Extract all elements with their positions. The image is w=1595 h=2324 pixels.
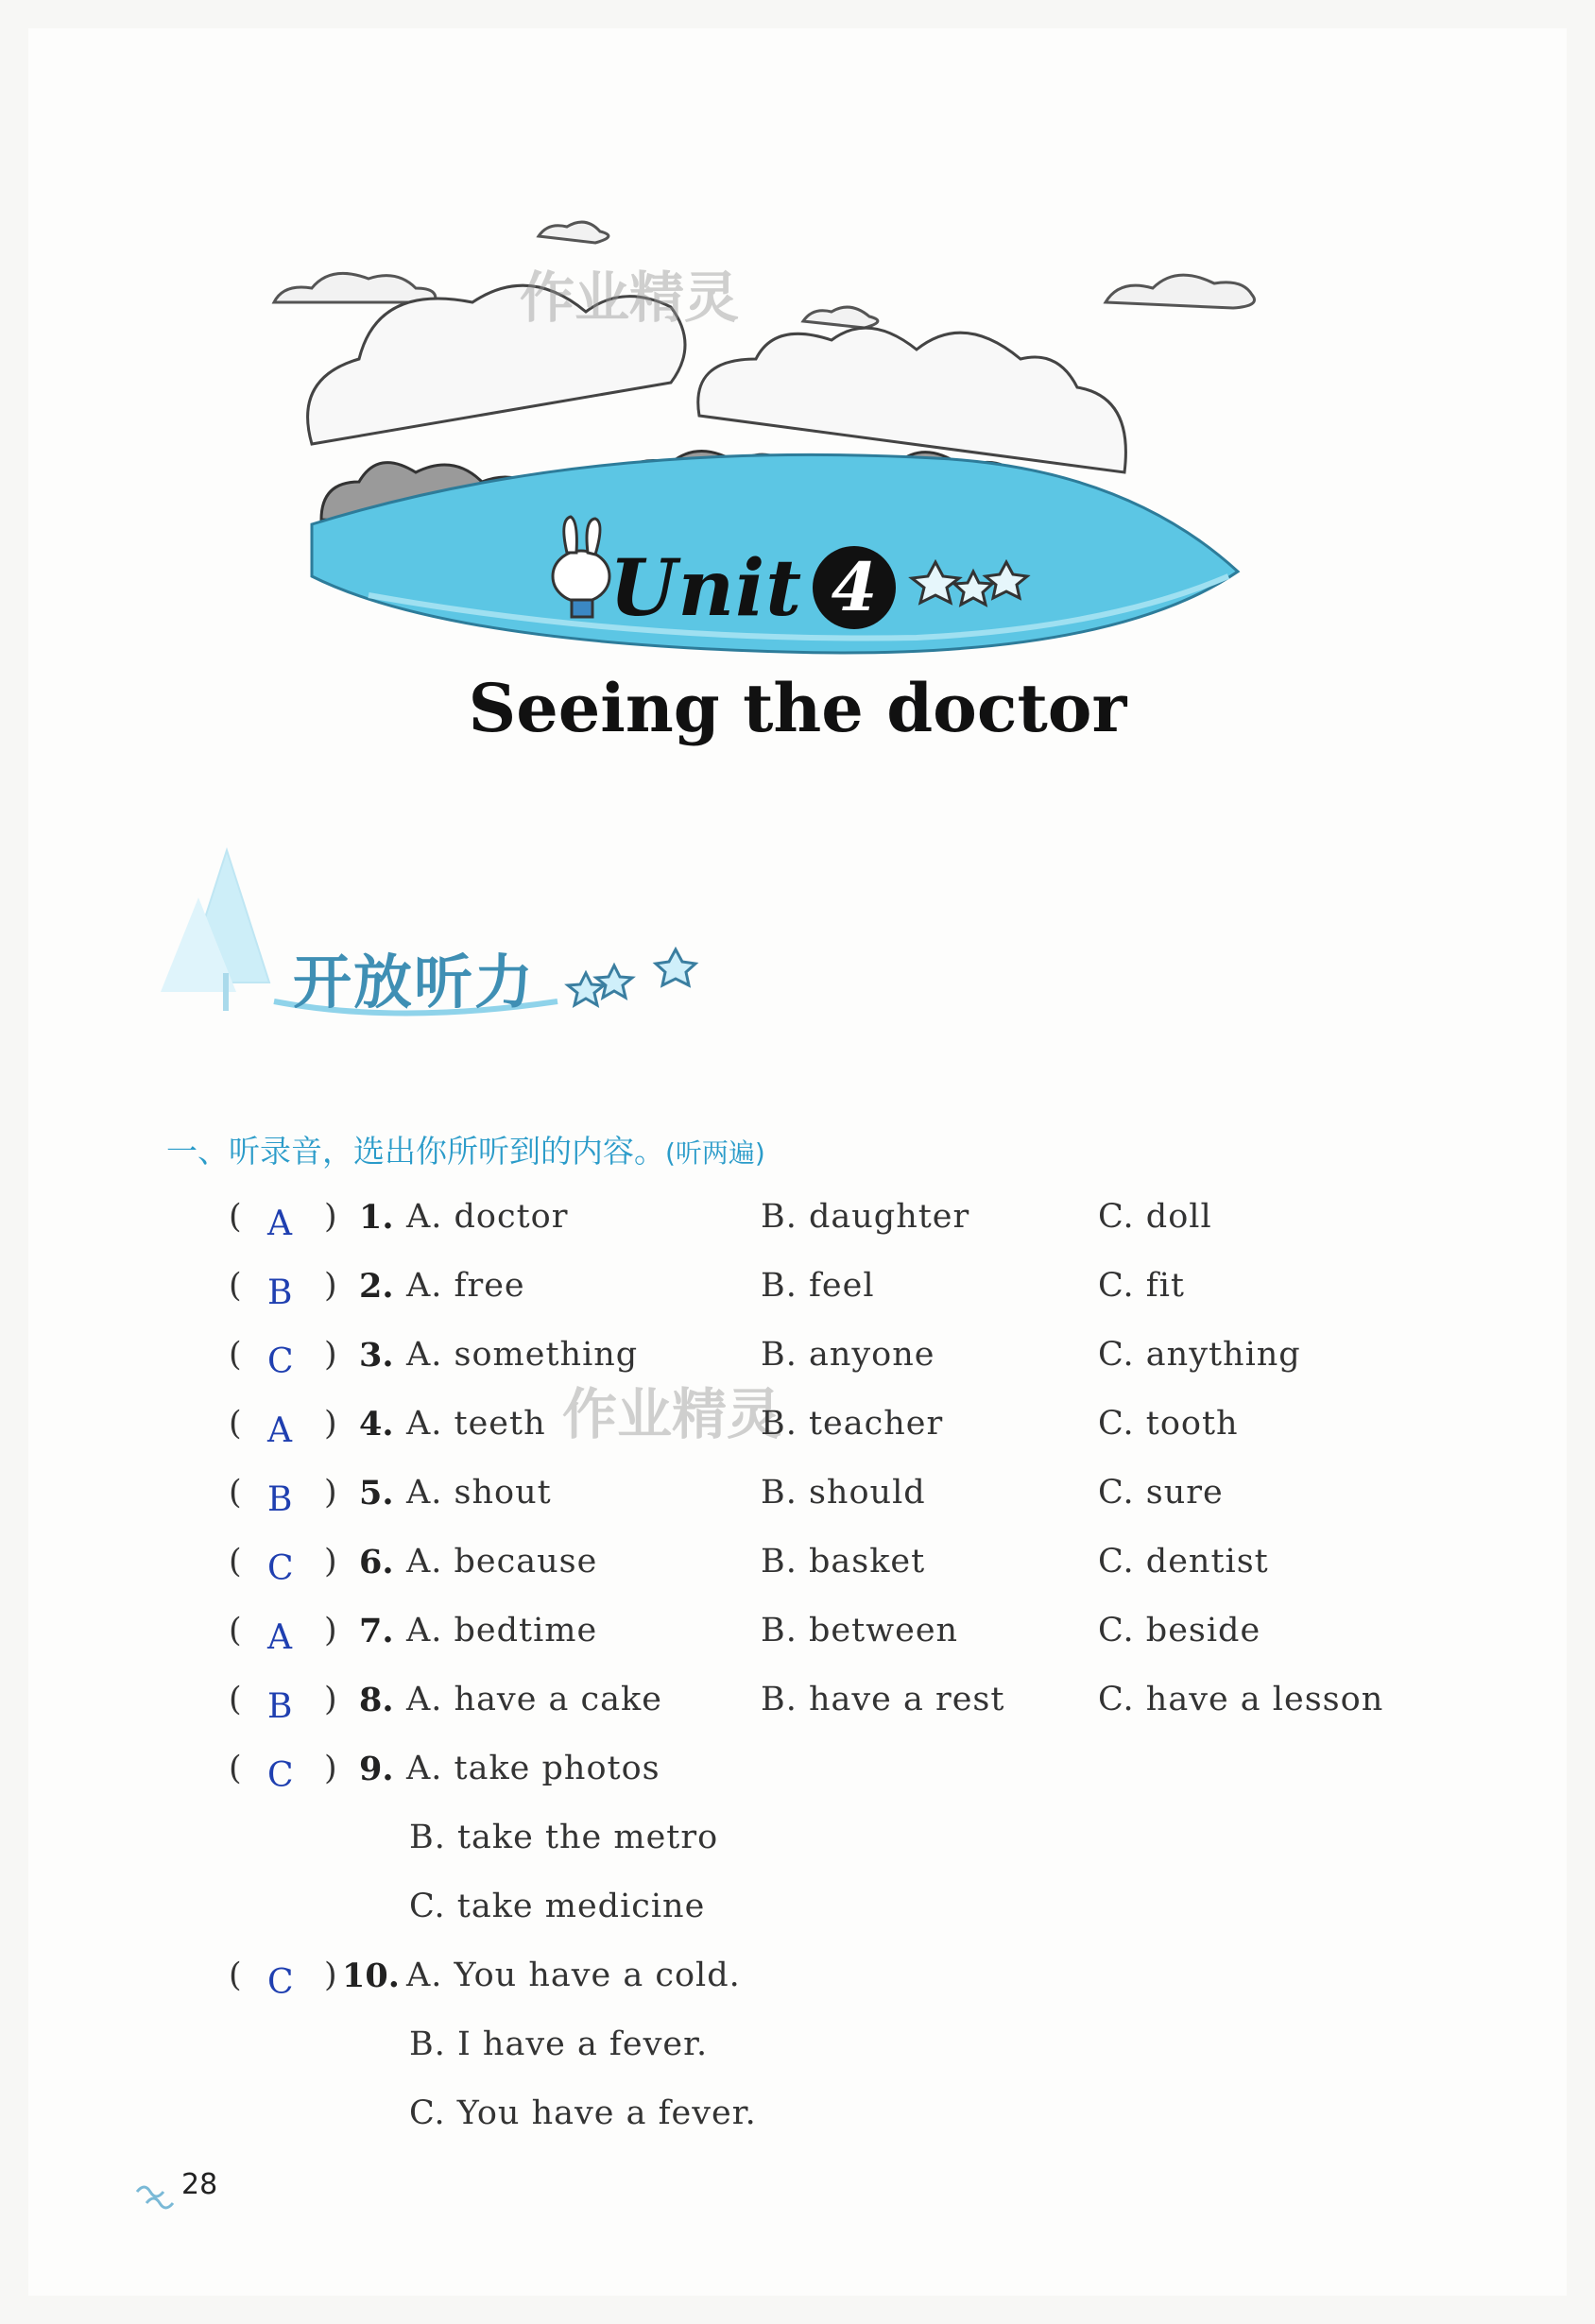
option-b: B. anyone (761, 1336, 935, 1374)
answer-close-paren: ) (324, 1267, 337, 1305)
question-number: 7. (359, 1612, 394, 1650)
unit-label: Unit (609, 543, 803, 634)
option-a: A. free (406, 1267, 525, 1305)
option-a: A. You have a cold. (406, 1957, 741, 1994)
answer-open-paren: ( (229, 1405, 242, 1443)
answer-letter: C (267, 1549, 294, 1588)
answer-letter: A (267, 1411, 292, 1450)
unit-title: Seeing the doctor (468, 669, 1127, 747)
answer-open-paren: ( (229, 1198, 242, 1236)
answer-letter: B (267, 1687, 293, 1726)
question-number: 2. (359, 1267, 394, 1306)
question-number: 1. (359, 1198, 394, 1237)
option-c: C. take medicine (409, 1888, 706, 1925)
option-b: B. have a rest (761, 1681, 1005, 1718)
option-b: B. teacher (761, 1405, 944, 1443)
option-a: A. bedtime (406, 1612, 598, 1649)
option-c: C. You have a fever. (409, 2094, 757, 2132)
instruction-text: 一、听录音，选出你所听到的内容。 (166, 1133, 665, 1170)
answer-close-paren: ) (324, 1681, 337, 1718)
question-number: 3. (359, 1336, 394, 1375)
answer-close-paren: ) (324, 1750, 337, 1787)
answer-letter: A (267, 1618, 292, 1657)
answer-open-paren: ( (229, 1750, 242, 1787)
answer-close-paren: ) (324, 1957, 337, 1994)
question-number: 10. (342, 1957, 400, 1995)
question-number: 5. (359, 1474, 394, 1512)
option-b: B. feel (761, 1267, 875, 1305)
answer-open-paren: ( (229, 1474, 242, 1512)
question-number: 8. (359, 1681, 394, 1719)
option-a: A. something (406, 1336, 639, 1374)
option-a: A. because (406, 1543, 598, 1581)
section-title: 开放听力 (293, 948, 536, 1017)
instruction-line (166, 1127, 765, 1171)
answer-close-paren: ) (324, 1612, 337, 1649)
answer-open-paren: ( (229, 1336, 242, 1374)
option-b: B. I have a fever. (409, 2025, 709, 2063)
answer-open-paren: ( (229, 1681, 242, 1718)
option-c: C. have a lesson (1098, 1681, 1384, 1718)
option-b: B. daughter (761, 1198, 970, 1236)
option-c: C. fit (1098, 1267, 1185, 1305)
option-a: A. doctor (406, 1198, 569, 1236)
answer-open-paren: ( (229, 1957, 242, 1994)
answer-letter: C (267, 1756, 294, 1795)
answer-close-paren: ) (324, 1543, 337, 1581)
answer-letter: B (267, 1480, 293, 1519)
option-a: A. take photos (406, 1750, 660, 1787)
answer-close-paren: ) (324, 1198, 337, 1236)
option-a: A. shout (406, 1474, 552, 1512)
answer-open-paren: ( (229, 1543, 242, 1581)
watermark-middle: 作业精灵 (562, 1382, 782, 1446)
watermark-top: 作业精灵 (520, 265, 740, 330)
option-b: B. basket (761, 1543, 926, 1581)
option-c: C. beside (1098, 1612, 1261, 1649)
answer-letter: C (267, 1342, 294, 1381)
question-number: 4. (359, 1405, 394, 1444)
option-c: C. tooth (1098, 1405, 1239, 1443)
answer-close-paren: ) (324, 1405, 337, 1443)
answer-open-paren: ( (229, 1612, 242, 1649)
instruction-note: (听两遍) (665, 1137, 765, 1169)
option-a: A. have a cake (406, 1681, 662, 1718)
option-c: C. dentist (1098, 1543, 1269, 1581)
answer-open-paren: ( (229, 1267, 242, 1305)
answer-letter: C (267, 1963, 294, 2002)
page-number: 28 (181, 2168, 218, 2201)
option-c: C. anything (1098, 1336, 1301, 1374)
option-a: A. teeth (406, 1405, 546, 1443)
option-b: B. should (761, 1474, 926, 1512)
question-number: 9. (359, 1750, 394, 1788)
option-b: B. between (761, 1612, 959, 1649)
option-b: B. take the metro (409, 1819, 719, 1856)
question-number: 6. (359, 1543, 394, 1581)
answer-close-paren: ) (324, 1474, 337, 1512)
option-c: C. sure (1098, 1474, 1224, 1512)
option-c: C. doll (1098, 1198, 1212, 1236)
page-number-decoration (132, 2173, 189, 2211)
answer-letter: A (267, 1205, 292, 1243)
answer-letter: B (267, 1273, 293, 1312)
answer-close-paren: ) (324, 1336, 337, 1374)
unit-number-badge: 4 (813, 546, 896, 629)
